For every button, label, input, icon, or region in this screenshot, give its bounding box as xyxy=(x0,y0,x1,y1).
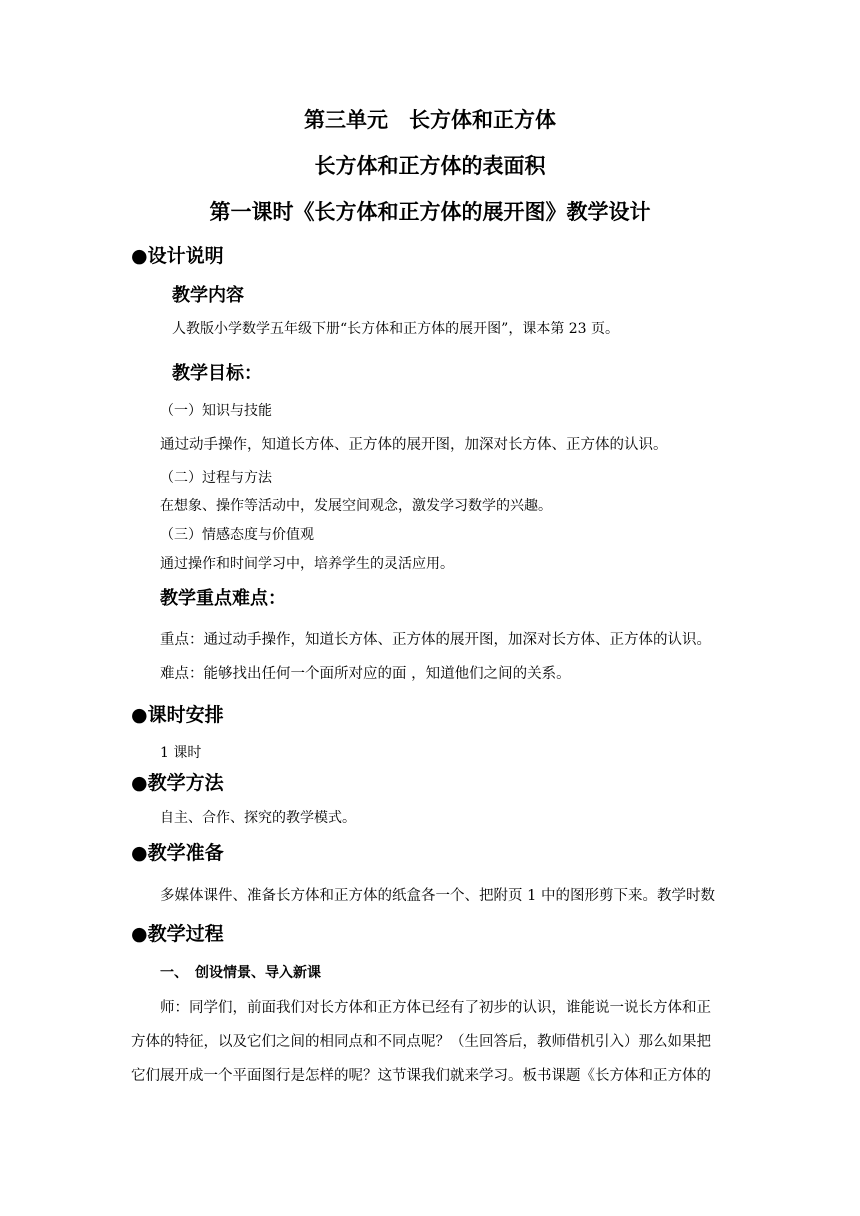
process-step-1: 一、 创设情景、导入新课 xyxy=(160,965,321,981)
unit-title: 第三单元 长方体和正方体 xyxy=(304,108,556,132)
key-point-text: 重点：通过动手操作，知道长方体、正方体的展开图，加深对长方体、正方体的认识。 xyxy=(160,632,711,648)
goal3-label: （三）情感态度与价值观 xyxy=(160,527,314,543)
goal2-label: （二）过程与方法 xyxy=(160,470,272,486)
goal3-text: 通过操作和时间学习中，培养学生的灵活应用。 xyxy=(160,556,454,572)
goal1-label: （一）知识与技能 xyxy=(160,403,272,419)
section-heading-preparation: ●教学准备 xyxy=(131,842,224,864)
difficulty-text: 难点：能够找出任何一个面所对应的面 ，知道他们之间的关系。 xyxy=(160,666,571,682)
schedule-text: 1 课时 xyxy=(160,745,202,761)
section-heading-method: ●教学方法 xyxy=(131,772,224,794)
lesson-title: 第一课时《长方体和正方体的展开图》教学设计 xyxy=(209,200,651,224)
teaching-content-text: 人教版小学数学五年级下册“长方体和正方体的展开图”，课本第 23 页。 xyxy=(172,321,620,337)
section-heading-design-notes: ●设计说明 xyxy=(131,245,224,267)
section-heading-schedule: ●课时安排 xyxy=(131,704,224,726)
section-heading-process: ●教学过程 xyxy=(131,923,224,945)
method-text: 自主、合作、探究的教学模式。 xyxy=(160,810,356,826)
subheading-teaching-goals: 教学目标： xyxy=(172,363,262,384)
process-paragraph-line2: 方体的特征，以及它们之间的相同点和不同点呢？（生回答后，教师借机引入）那么如果把 xyxy=(131,1034,711,1050)
goal1-text: 通过动手操作，知道长方体、正方体的展开图，加深对长方体、正方体的认识。 xyxy=(160,437,668,453)
process-paragraph-line3: 它们展开成一个平面图行是怎样的呢？这节课我们就来学习。板书课题《长方体和正方体的 xyxy=(131,1068,711,1084)
topic-title: 长方体和正方体的表面积 xyxy=(314,154,546,178)
process-paragraph-line1: 师：同学们，前面我们对长方体和正方体已经有了初步的认识，谁能说一说长方体和正 xyxy=(160,1000,711,1016)
goal2-text: 在想象、操作等活动中，发展空间观念，激发学习数学的兴趣。 xyxy=(160,498,552,514)
preparation-text: 多媒体课件、准备长方体和正方体的纸盒各一个、把附页 1 中的图形剪下来。教学时数 xyxy=(160,888,715,904)
subheading-teaching-content: 教学内容 xyxy=(172,285,244,306)
subheading-key-points: 教学重点难点： xyxy=(160,588,286,609)
